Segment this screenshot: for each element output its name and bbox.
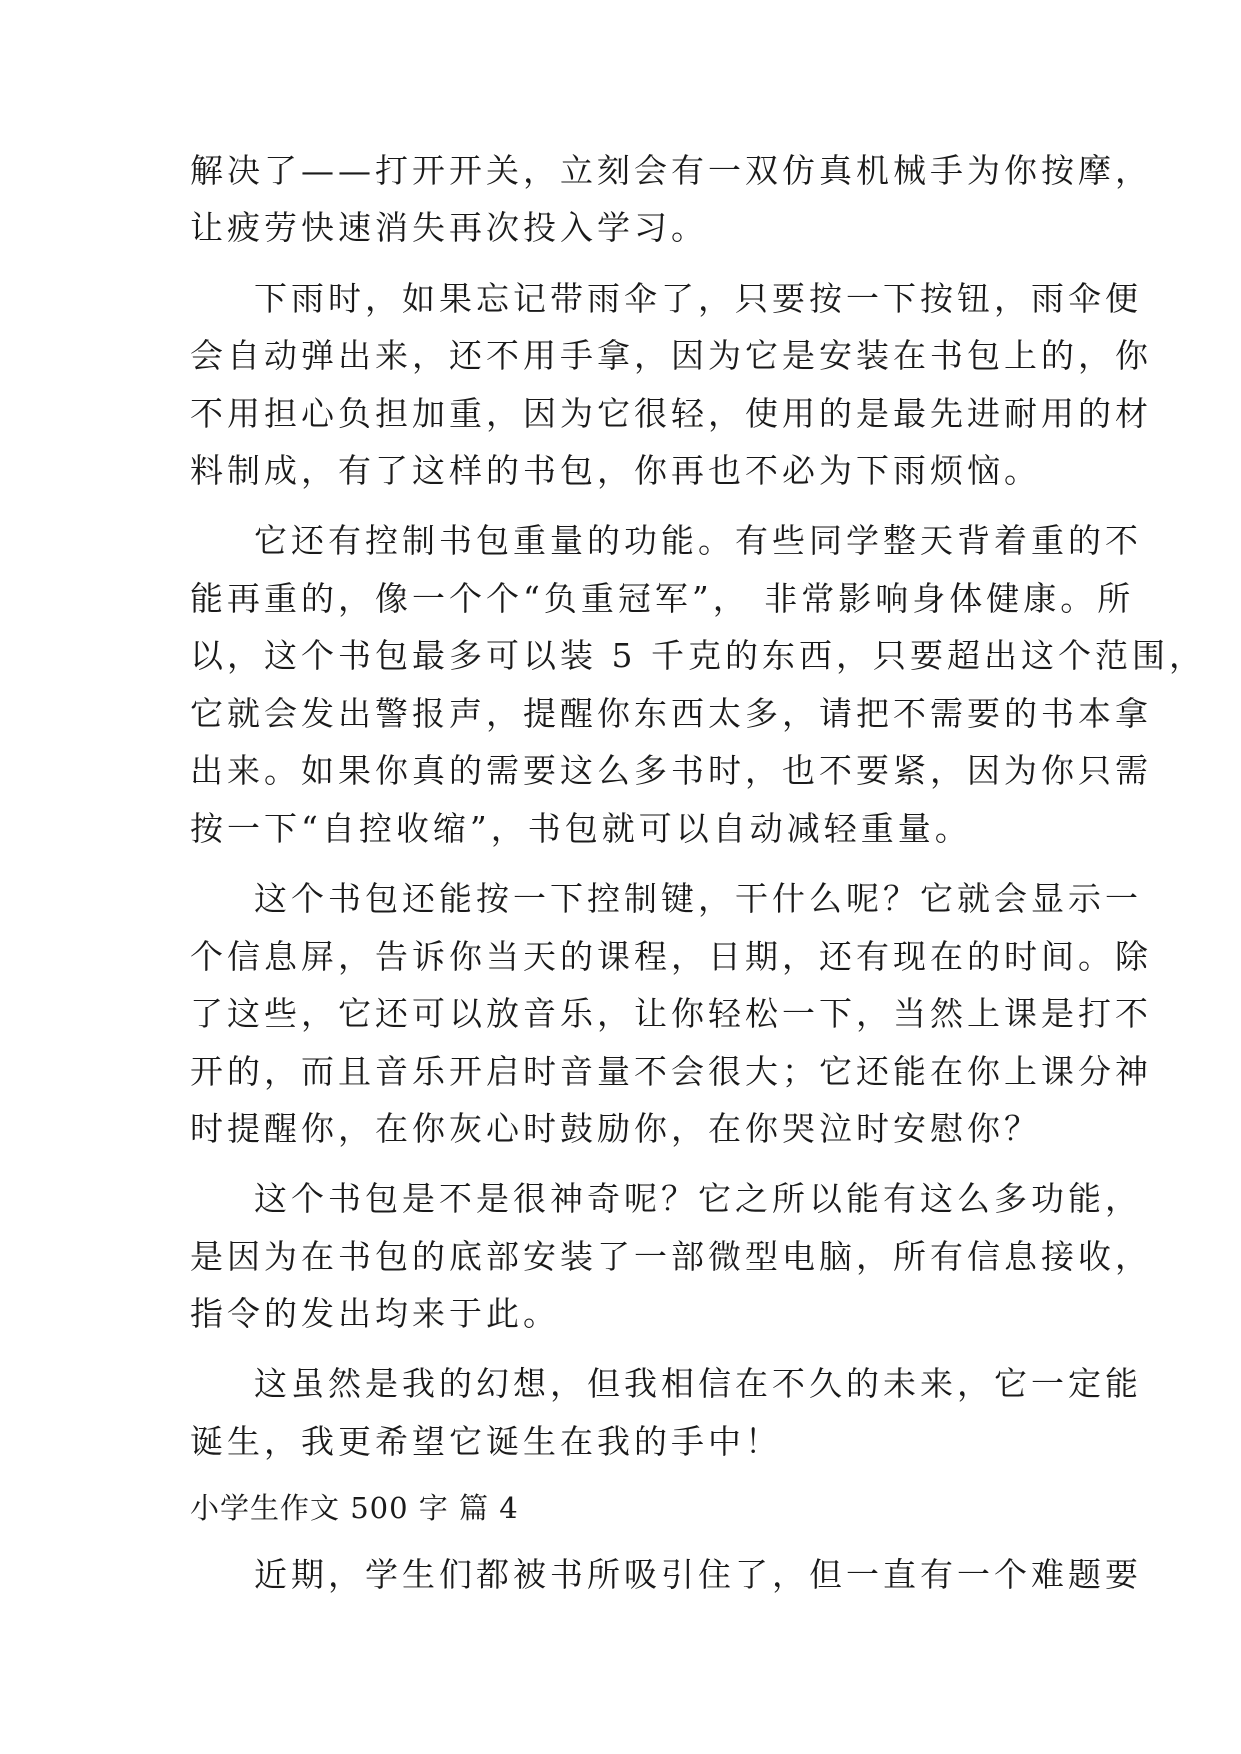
paragraph-first-line: 这个书包还能按一下控制键，干什么呢？它就会显示一 — [254, 879, 1142, 918]
text-line: 了这些，它还可以放音乐，让你轻松一下，当然上课是打不 — [190, 994, 1152, 1033]
text-line: 解决了——打开开关，立刻会有一双仿真机械手为你按摩， — [190, 151, 1152, 190]
paragraph-first-line: 它还有控制书包重量的功能。有些同学整天背着重的不 — [254, 521, 1142, 560]
text-line: 会自动弹出来，还不用手拿，因为它是安装在书包上的，你 — [190, 336, 1152, 375]
text-line: 个信息屏，告诉你当天的课程，日期，还有现在的时间。除 — [190, 937, 1152, 976]
paragraph-first-line: 这个书包是不是很神奇呢？它之所以能有这么多功能， — [254, 1179, 1142, 1218]
text-line: 不用担心负担加重，因为它很轻，使用的是最先进耐用的材 — [190, 394, 1152, 433]
text-line: 开的，而且音乐开启时音量不会很大；它还能在你上课分神 — [190, 1052, 1152, 1091]
section-heading: 小学生作文 500 字 篇 4 — [190, 1491, 519, 1525]
text-line: 出来。如果你真的需要这么多书时，也不要紧，因为你只需 — [190, 751, 1152, 790]
text-line: 是因为在书包的底部安装了一部微型电脑，所有信息接收， — [190, 1237, 1152, 1276]
text-line: 按一下“自控收缩”，书包就可以自动减轻重量。 — [190, 809, 972, 848]
text-line: 诞生，我更希望它诞生在我的手中！ — [190, 1422, 782, 1461]
text-line: 能再重的，像一个个“负重冠军”， 非常影响身体健康。所 — [190, 579, 1135, 618]
text-line: 料制成，有了这样的书包，你再也不必为下雨烦恼。 — [190, 451, 1041, 490]
text-line: 时提醒你，在你灰心时鼓励你，在你哭泣时安慰你？ — [190, 1109, 1041, 1148]
paragraph-first-line: 下雨时，如果忘记带雨伞了，只要按一下按钮，雨伞便 — [254, 279, 1142, 318]
paragraph-first-line: 近期，学生们都被书所吸引住了，但一直有一个难题要 — [254, 1555, 1142, 1594]
text-line: 指令的发出均来于此。 — [190, 1294, 560, 1333]
text-line: 以，这个书包最多可以装 5 千克的东西，只要超出这个范围， — [190, 636, 1206, 675]
paragraph-first-line: 这虽然是我的幻想，但我相信在不久的未来，它一定能 — [254, 1364, 1142, 1403]
text-line: 让疲劳快速消失再次投入学习。 — [190, 208, 708, 247]
text-line: 它就会发出警报声，提醒你东西太多，请把不需要的书本拿 — [190, 694, 1152, 733]
